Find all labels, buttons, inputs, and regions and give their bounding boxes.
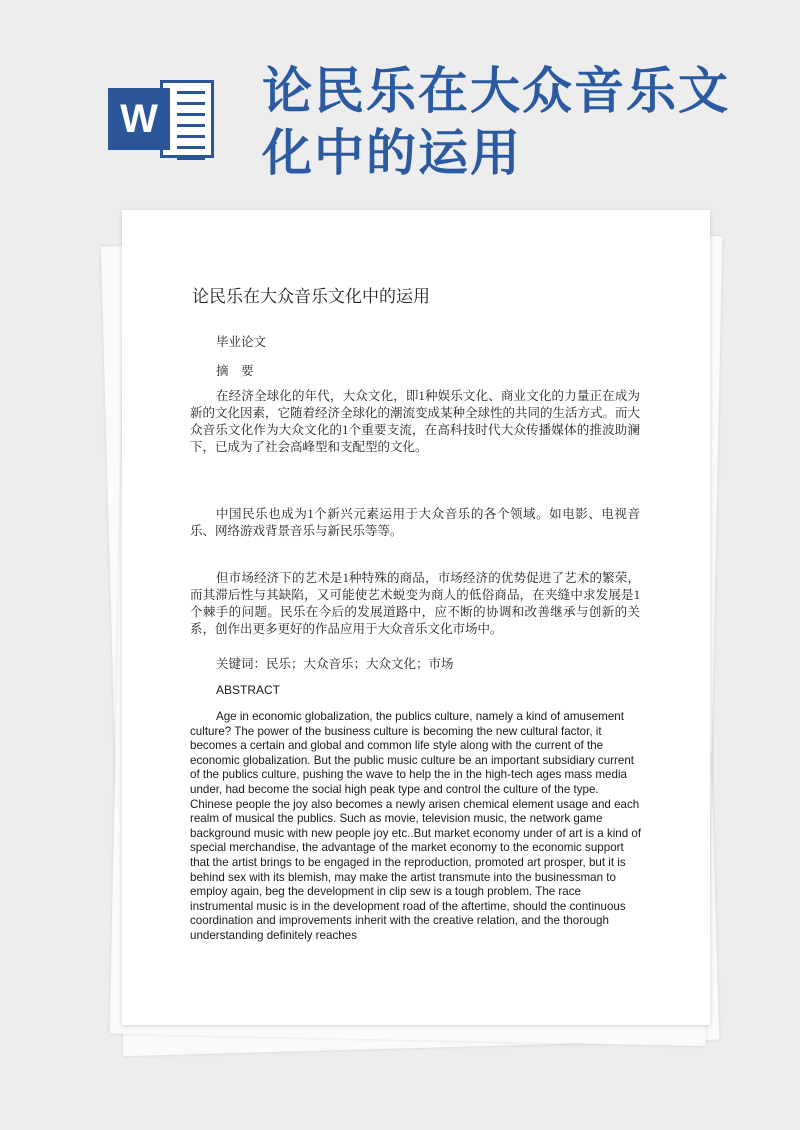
banner	[0, 0, 800, 200]
document-title: 论民乐在大众音乐文化中的运用	[192, 287, 430, 307]
abstract-paragraph-2: 中国民乐也成为1个新兴元素运用于大众音乐的各个领域。如电影、电视音乐、网络游戏背景音乐与新民乐等等。	[190, 507, 640, 538]
abstract-en-heading: ABSTRACT	[216, 683, 281, 697]
keywords: 关键词：民乐；大众音乐；大众文化；市场	[216, 657, 454, 671]
banner-title: 论民乐在大众音乐文化中的运用	[262, 62, 730, 182]
word-logo-letter: W	[108, 88, 170, 150]
abstract-en-body: Age in economic globalization, the publics culture, namely a kind of amusement culture? The power of the business culture is becoming the new cultural factor, it becomes a certain and global and common life style along with the current of the economic globalization. But the public music culture be an important subsidiary current of the publics culture, pushing the wave to help the in the high-tech ages mass media under, had become the social high peak type and control the culture of the type. Chinese people the joy also becomes a newly arisen chemical element usage and each realm of musical the publics. Such as movie, television music, the network game background music with new people joy etc..But market economy under of art is a kind of special merchandise, the advantage of the market economy to the economic support that the artist brings to be engaged in the reproduction, promoted art prosper, but it is behind sex with its blemish, may make the artist transmute into the businessman to employ again, beg the development in clip sew is a tough problem. The race instrumental music is in the development road of the aftertime, should the continuous coordination and improvements inherit with the creative relation, and the thorough understanding definitely reaches	[190, 710, 642, 942]
word-icon	[108, 76, 218, 162]
abstract-paragraph-1: 在经济全球化的年代，大众文化，即1种娱乐文化、商业文化的力量正在成为新的文化因素，它随着经济全球化的潮流变成某种全球性的共同的生活方式。而大众音乐文化作为大众文化的1个重要支流，在高科技时代大众传播媒体的推波助澜下，已成为了社会高峰型和支配型的文化。	[190, 389, 641, 454]
thesis-label: 毕业论文	[216, 335, 267, 349]
abstract-paragraph-3: 但市场经济下的艺术是1种特殊的商品，市场经济的优势促进了艺术的繁荣，而其滞后性与其缺陷，又可能使艺术蜕变为商人的低俗商品，在夹缝中求发展是1个棘手的问题。民乐在今后的发展道路中，应不断的协调和改善继承与创新的关系，创作出更多更好的作品应用于大众音乐文化市场中。	[190, 571, 640, 636]
abstract-heading: 摘 要	[216, 364, 254, 378]
document-page	[122, 210, 710, 1025]
